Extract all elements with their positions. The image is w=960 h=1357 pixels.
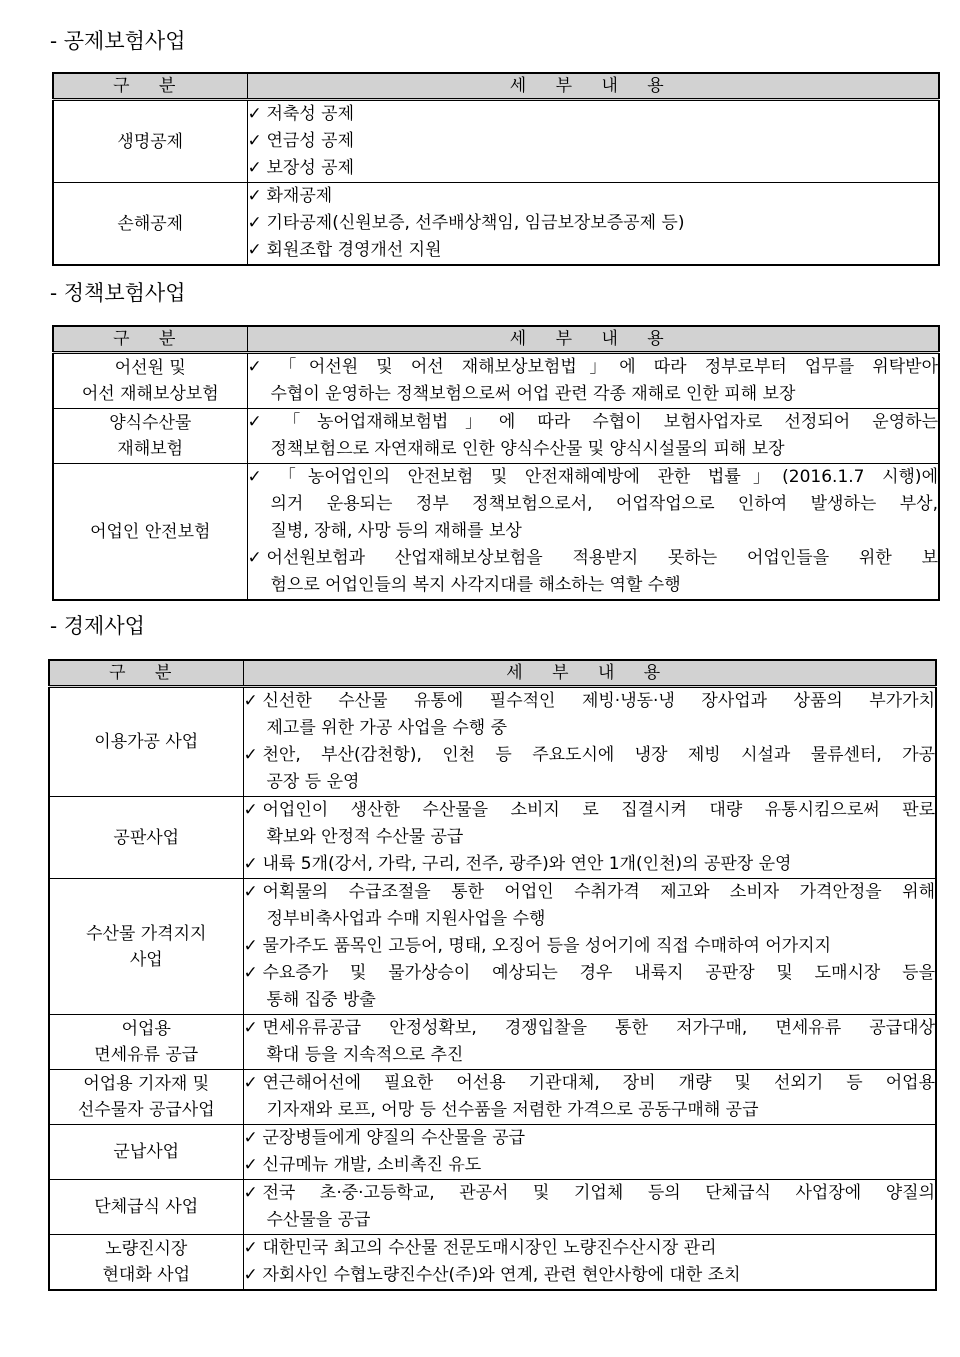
detail-text: 전국 초·중·고등학교, 관공서 및 기업체 등의 단체급식 사업장에 양질의 [262,1183,935,1203]
detail-line [244,879,936,906]
details-cell [247,100,939,183]
category-cell [53,183,247,266]
header-details: 세 부 내 용 [247,326,939,353]
table-row [49,1125,936,1180]
detail-line [244,769,936,796]
detail-text: 자회사인 수협노량진수산(주)와 연계, 관련 현안사항에 대한 조치 [262,1265,741,1285]
detail-text: 「농어업재해보험법」에 따라 수협이 보험사업자로 선정되어 운영하는 [266,412,938,432]
detail-item [244,960,936,1014]
detail-item [244,1180,936,1234]
detail-line [248,210,939,237]
detail-text: 어업인이 생산한 수산물을 소비지 로 집결시켜 대량 유통시킴으로써 판로 [262,800,935,820]
detail-text: 보장성 공제 [266,158,355,178]
check-icon: ✓ [247,548,262,568]
detail-item [248,409,939,463]
detail-line [248,464,939,491]
detail-item [244,1070,936,1124]
category-label: 양식수산물 [109,413,192,433]
detail-text: 연금성 공제 [266,131,355,151]
detail-text: 수산물을 공급 [266,1210,371,1230]
check-icon: ✓ [243,1018,258,1038]
detail-text: 공장 등 운영 [266,772,360,792]
details-cell [243,1015,936,1070]
detail-line [248,183,939,210]
detail-line [244,1125,936,1152]
mutual-insurance-table [52,72,940,266]
check-icon: ✓ [243,800,258,820]
check-icon: ✓ [247,158,262,178]
check-icon: ✓ [243,1183,258,1203]
detail-item [248,237,939,264]
category-label: 선수물자 공급사업 [77,1100,215,1120]
check-icon: ✓ [243,691,258,711]
detail-item [248,183,939,210]
category-label: 현대화 사업 [102,1265,190,1285]
detail-item [244,1235,936,1262]
detail-text: 「어선원 및 어선 재해보상보험법」에 따라 정부로부터 업무를 위탁받아 [266,357,938,377]
category-label: 어업용 [121,1019,171,1039]
detail-line [248,354,939,381]
table-row [53,409,939,464]
table-row [53,464,939,601]
category-label: 이용가공 사업 [94,732,199,752]
detail-text: 저축성 공제 [266,104,355,124]
detail-line [244,1070,936,1097]
detail-text: 기자재와 로프, 어망 등 선수품을 저렴한 가격으로 공동구매해 공급 [266,1100,759,1120]
detail-line [244,1042,936,1069]
detail-text: 의거 운용되는 정부 정책보험으로서, 어업작업으로 인하여 발생하는 부상, [270,494,938,514]
detail-item [244,742,936,796]
table-header-row [53,73,939,100]
category-label: 노량진시장 [105,1239,188,1259]
table-row [49,879,936,1015]
detail-text: 확대 등을 지속적으로 추진 [266,1045,464,1065]
details-cell [243,797,936,879]
detail-text: 정부비축사업과 수매 지원사업을 수행 [266,909,546,929]
details-cell [247,409,939,464]
detail-text: 신규메뉴 개발, 소비촉진 유도 [262,1155,482,1175]
detail-item [244,933,936,960]
check-icon: ✓ [243,963,258,983]
section-title-policy-insurance: - 정책보험사업 [50,281,186,305]
detail-item [244,688,936,742]
detail-text: 물가주도 품목인 고등어, 명태, 오징어 등을 성어기에 직접 수매하여 어가지지 [262,936,832,956]
detail-line [248,101,939,128]
detail-line [244,1262,936,1289]
detail-item [248,464,939,545]
table-row [53,100,939,183]
category-cell [53,409,247,464]
detail-line [244,851,936,878]
category-label: 어선원 및 [114,358,186,378]
detail-item [248,354,939,408]
detail-line [248,491,939,518]
detail-line [248,237,939,264]
check-icon: ✓ [243,854,258,874]
detail-text: 질병, 장해, 사망 등의 재해를 보상 [270,521,522,541]
check-icon: ✓ [243,1238,258,1258]
detail-item [244,879,936,933]
detail-line [244,824,936,851]
detail-item [244,1262,936,1289]
category-label: 공판사업 [113,827,180,848]
header-details: 세 부 내 용 [247,73,939,100]
header-category: 구 분 [53,326,247,353]
table-header-row [53,326,939,353]
policy-insurance-table [52,325,940,601]
detail-line [244,933,936,960]
category-label: 손해공제 [117,213,184,234]
detail-line [244,715,936,742]
table-row [53,353,939,409]
detail-text: 어선원보험과 산업재해보상보험을 적용받지 못하는 어업인들을 위한 보 [266,548,938,568]
header-category: 구 분 [53,73,247,100]
check-icon: ✓ [247,213,262,233]
detail-text: 면세유류공급 안정성확보, 경쟁입찰을 통한 저가구매, 면세유류 공급대상 [262,1018,935,1038]
detail-item [248,545,939,599]
detail-text: 신선한 수산물 유통에 필수적인 제빙·냉동·냉 장사업과 상품의 부가가치 [262,691,935,711]
check-icon: ✓ [247,131,262,151]
category-cell [49,1180,243,1235]
header-category: 구 분 [49,660,243,687]
detail-line [248,381,939,408]
table-row [49,1015,936,1070]
category-cell [49,879,243,1015]
check-icon: ✓ [247,357,262,377]
check-icon: ✓ [247,240,262,260]
detail-line [248,572,939,599]
detail-line [248,436,939,463]
detail-line [244,960,936,987]
detail-text: 군장병들에게 양질의 수산물을 공급 [262,1128,526,1148]
check-icon: ✓ [247,104,262,124]
detail-text: 제고를 위한 가공 사업을 수행 중 [266,718,508,738]
category-cell [49,1070,243,1125]
section-title-economic-business: - 경제사업 [50,614,145,638]
detail-line [248,409,939,436]
detail-line [244,1235,936,1262]
table-row [49,1070,936,1125]
category-label: 어업용 기자재 및 [83,1074,210,1094]
category-label: 면세유류 공급 [94,1045,199,1065]
detail-text: 어획물의 수급조절을 통한 어업인 수취가격 제고와 소비자 가격안정을 위해 [262,882,935,902]
table-row [49,687,936,797]
check-icon: ✓ [243,745,258,765]
details-cell [243,879,936,1015]
check-icon: ✓ [243,1128,258,1148]
check-icon: ✓ [243,1265,258,1285]
detail-text: 수협이 운영하는 정책보험으로써 어업 관련 각종 재해로 인한 피해 보장 [270,384,796,404]
detail-line [244,742,936,769]
details-cell [243,1180,936,1235]
detail-line [244,688,936,715]
category-cell [53,100,247,183]
category-label: 재해보험 [117,439,184,459]
category-cell [49,1125,243,1180]
details-cell [243,1235,936,1291]
category-label: 어업인 안전보험 [90,521,211,542]
detail-item [244,851,936,878]
category-cell [49,797,243,879]
detail-line [244,1015,936,1042]
detail-item [244,1015,936,1069]
category-label: 단체급식 사업 [94,1197,199,1217]
detail-text: 기타공제(신원보증, 선주배상책임, 임금보장보증공제 등) [266,213,685,233]
detail-item [248,155,939,182]
details-cell [243,1125,936,1180]
detail-text: 「농어업인의 안전보험 및 안전재해예방에 관한 법률」(2016.1.7 시행)에 [266,467,938,487]
detail-line [244,1152,936,1179]
detail-line [248,155,939,182]
check-icon: ✓ [243,1073,258,1093]
table-row [49,797,936,879]
details-cell [247,464,939,601]
details-cell [243,1070,936,1125]
table-row [49,1235,936,1291]
detail-line [248,128,939,155]
category-cell [49,687,243,797]
detail-text: 수요증가 및 물가상승이 예상되는 경우 내륙지 공판장 및 도매시장 등을 [262,963,935,983]
category-label: 사업 [129,949,163,970]
detail-item [244,797,936,851]
detail-text: 확보와 안정적 수산물 공급 [266,827,464,847]
detail-line [244,987,936,1014]
detail-item [244,1152,936,1179]
economic-business-table [48,659,937,1291]
check-icon: ✓ [243,936,258,956]
detail-line [248,518,939,545]
check-icon: ✓ [243,882,258,902]
table-header-row [49,660,936,687]
detail-text: 내륙 5개(강서, 가락, 구리, 전주, 광주)와 연안 1개(인천)의 공판장 운영 [262,854,792,874]
category-label: 수산물 가격지지 [86,923,207,944]
detail-text: 연근해어선에 필요한 어선용 기관대체, 장비 개량 및 선외기 등 어업용 [262,1073,935,1093]
detail-text: 험으로 어업인들의 복지 사각지대를 해소하는 역할 수행 [270,575,681,595]
check-icon: ✓ [247,467,262,487]
details-cell [243,687,936,797]
category-cell [53,464,247,601]
check-icon: ✓ [247,186,262,206]
header-details: 세 부 내 용 [243,660,936,687]
details-cell [247,183,939,266]
detail-text: 정책보험으로 자연재해로 인한 양식수산물 및 양식시설물의 피해 보장 [270,439,785,459]
detail-text: 천안, 부산(감천항), 인천 등 주요도시에 냉장 제빙 시설과 물류센터, 가공 [262,745,935,765]
detail-line [244,1180,936,1207]
detail-line [248,545,939,572]
category-cell [53,353,247,409]
table-row [53,183,939,266]
detail-text: 화재공제 [266,186,333,206]
category-cell [49,1015,243,1070]
detail-line [244,797,936,824]
check-icon: ✓ [243,1155,258,1175]
details-cell [247,353,939,409]
detail-item [248,210,939,237]
detail-item [248,101,939,128]
table-row [49,1180,936,1235]
detail-line [244,1097,936,1124]
category-label: 군납사업 [113,1142,180,1162]
category-label: 어선 재해보상보험 [81,384,219,404]
detail-text: 통해 집중 방출 [266,990,376,1010]
category-label: 생명공제 [117,131,184,152]
section-title-mutual-insurance: - 공제보험사업 [50,29,186,53]
category-cell [49,1235,243,1291]
detail-item [244,1125,936,1152]
detail-text: 대한민국 최고의 수산물 전문도매시장인 노량진수산시장 관리 [262,1238,717,1258]
detail-line [244,1207,936,1234]
detail-line [244,906,936,933]
detail-text: 회원조합 경영개선 지원 [266,240,442,260]
check-icon: ✓ [247,412,262,432]
detail-item [248,128,939,155]
